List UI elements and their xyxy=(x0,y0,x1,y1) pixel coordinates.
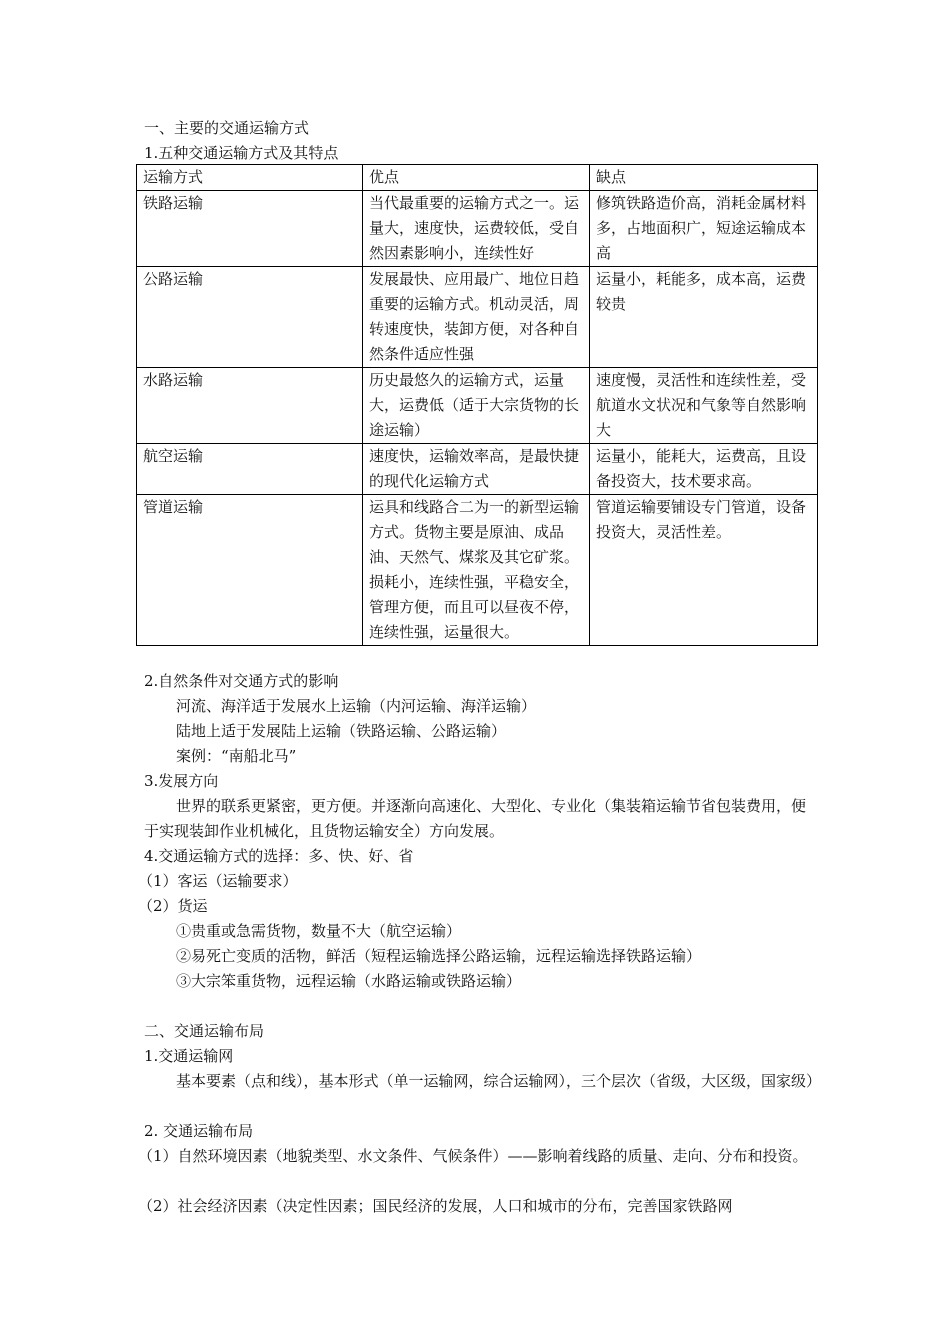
table-row xyxy=(137,368,818,444)
table-row xyxy=(137,267,818,368)
sub2-line-2: 陆地上适于发展陆上运输（铁路运输、公路运输） xyxy=(176,722,507,740)
table-cell-mode: 铁路运输 xyxy=(137,191,363,267)
table-header-cell: 优点 xyxy=(363,165,590,191)
freight-item-3: ③大宗笨重货物，远程运输（水路运输或铁路运输） xyxy=(176,972,522,990)
table-row xyxy=(137,444,818,495)
sub2-case-example: 案例：“南船北马” xyxy=(176,747,297,765)
table-cell-cons: 运量小，能耗大，运费高，且设备投资大，技术要求高。 xyxy=(590,444,818,495)
sub3-paragraph: 世界的联系更紧密，更方便。并逐渐向高速化、大型化、专业化（集装箱运输节省包装费用，便于实现装卸作业机械化，且货物运输安全）方向发展。 xyxy=(144,797,807,840)
section2-point-2: （2）社会经济因素（决定性因素；国民经济的发展，人口和城市的分布，完善国家铁路网 xyxy=(138,1197,733,1215)
table-header-row xyxy=(137,165,818,191)
table-cell-pros: 历史最悠久的运输方式，运量大，运费低（适于大宗货物的长途运输） xyxy=(363,368,590,444)
table-row xyxy=(137,191,818,267)
transport-modes-table xyxy=(136,164,818,646)
section1-sub2-title: 2.自然条件对交通方式的影响 xyxy=(144,672,339,690)
sub4-passenger: （1）客运（运输要求） xyxy=(138,872,298,890)
freight-item-2: ②易死亡变质的活物，鲜活（短程运输选择公路运输，远程运输选择铁路运输） xyxy=(176,947,702,965)
section2-heading: 二、交通运输布局 xyxy=(144,1022,265,1040)
section2-point-1: （1）自然环境因素（地貌类型、水文条件、气候条件）——影响着线路的质量、走向、分布和投资。 xyxy=(138,1147,808,1165)
sub4-freight: （2）货运 xyxy=(138,897,208,915)
table-row xyxy=(137,495,818,646)
table-cell-pros: 发展最快、应用最广、地位日趋重要的运输方式。机动灵活，周转速度快，装卸方便，对各种自然条件适应性强 xyxy=(363,267,590,368)
table-cell-mode: 航空运输 xyxy=(137,444,363,495)
table-cell-cons: 运量小，耗能多，成本高，运费较贵 xyxy=(590,267,818,368)
sub2-line-1: 河流、海洋适于发展水上运输（内河运输、海洋运输） xyxy=(176,697,537,715)
table-cell-mode: 管道运输 xyxy=(137,495,363,646)
table-cell-mode: 公路运输 xyxy=(137,267,363,368)
section2-sub1-paragraph: 基本要素（点和线），基本形式（单一运输网，综合运输网），三个层次（省级，大区级，国家级） xyxy=(176,1072,822,1090)
table-cell-cons: 修筑铁路造价高，消耗金属材料多，占地面积广，短途运输成本高 xyxy=(590,191,818,267)
table-cell-pros: 运具和线路合二为一的新型运输方式。货物主要是原油、成品油、天然气、煤浆及其它矿浆。损耗小，连续性强，平稳安全，管理方便，而且可以昼夜不停，连续性强，运量很大。 xyxy=(363,495,590,646)
table-cell-cons: 管道运输要铺设专门管道，设备投资大，灵活性差。 xyxy=(590,495,818,646)
section2-sub1-title: 1.交通运输网 xyxy=(144,1047,234,1065)
table-cell-pros: 速度快，运输效率高，是最快捷的现代化运输方式 xyxy=(363,444,590,495)
table-cell-cons: 速度慢，灵活性和连续性差，受航道水文状况和气象等自然影响大 xyxy=(590,368,818,444)
table-header-cell: 缺点 xyxy=(590,165,818,191)
section1-sub1-title: 1.五种交通运输方式及其特点 xyxy=(144,144,339,162)
section2-sub2-title: 2. 交通运输布局 xyxy=(144,1122,254,1140)
table-cell-mode: 水路运输 xyxy=(137,368,363,444)
section1-sub4-title: 4.交通运输方式的选择：多、快、好、省 xyxy=(144,847,414,865)
table-header-cell: 运输方式 xyxy=(137,165,363,191)
freight-item-1: ①贵重或急需货物，数量不大（航空运输） xyxy=(176,922,462,940)
section1-sub3-title: 3.发展方向 xyxy=(144,772,219,790)
table-cell-pros: 当代最重要的运输方式之一。运量大，速度快，运费较低，受自然因素影响小，连续性好 xyxy=(363,191,590,267)
section1-heading: 一、主要的交通运输方式 xyxy=(144,119,310,137)
